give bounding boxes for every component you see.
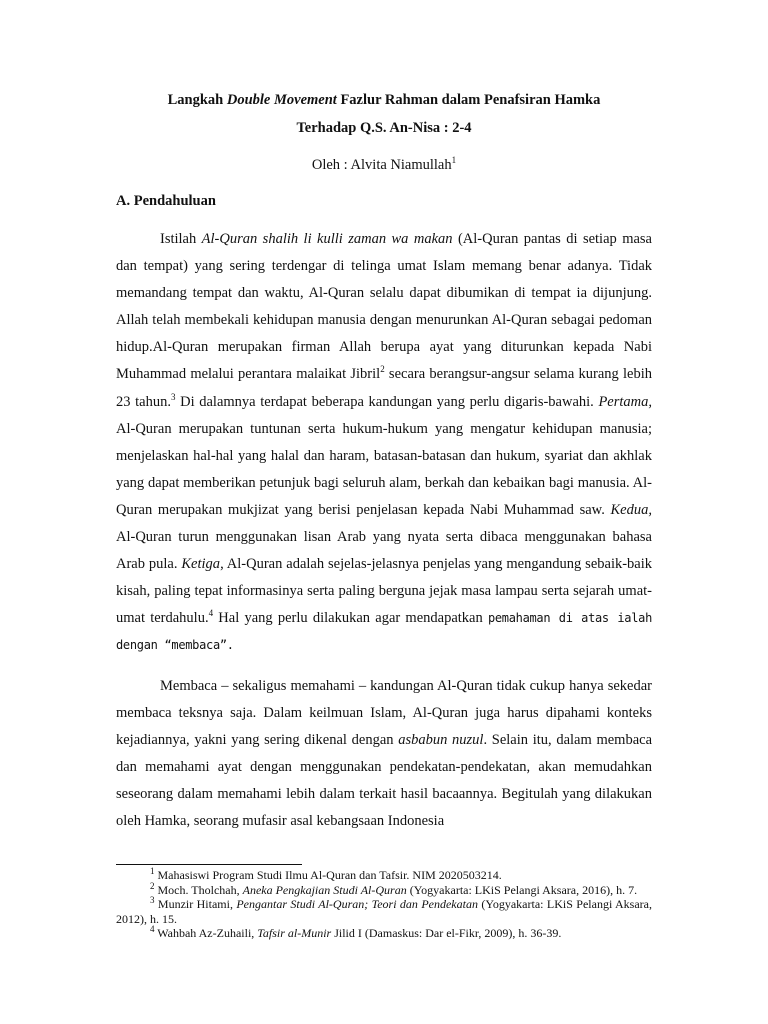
footnotes bbox=[116, 868, 652, 941]
title-line-2: Terhadap Q.S. An-Nisa : 2-4 bbox=[296, 120, 472, 136]
footnote-ref: 3 bbox=[170, 391, 176, 402]
footnote-2 bbox=[116, 880, 652, 898]
footnote-number: 2 bbox=[150, 880, 155, 891]
footnote-separator bbox=[116, 864, 302, 865]
text-run: secara berangsur-angsur selama kurang lebih 23 tahun. bbox=[116, 366, 652, 410]
document-title bbox=[116, 86, 652, 142]
footnote-title: Aneka Pengkajian Studi Al-Quran bbox=[242, 882, 407, 897]
text-run: , Al-Quran adalah sejelas-jelasnya penjelas yang mengandung sebaik-baik kisah, paling tepat informasinya serta paling berguna jejak masa lampau serta sejarah umat-umat terdahulu. bbox=[116, 556, 653, 627]
text-run: Istilah bbox=[160, 231, 202, 247]
paragraph-1 bbox=[116, 226, 652, 660]
title-text: Langkah bbox=[167, 92, 227, 108]
footnote-text: (Yogyakarta: LKiS Pelangi Aksara, 2012), h. 15. bbox=[116, 897, 652, 926]
text-run: Membaca – sekaligus memahami – kandungan Al-Quran tidak cukup hanya sekedar membaca teksnya saja. Dalam keilmuan Islam, Al-Quran juga harus dipahami konteks kejadiannya, yakni yang sering dikenal dengan bbox=[116, 677, 652, 748]
footnote-1 bbox=[116, 868, 652, 883]
footnote-text: Mahasiswi Program Studi Ilmu Al-Quran dan Tafsir. NIM 2020503214. bbox=[154, 868, 502, 883]
footnote-text: (Yogyakarta: LKiS Pelangi Aksara, 2016), h. 7. bbox=[406, 882, 638, 897]
footnote-ref: 2 bbox=[380, 364, 385, 375]
footnote-text: Jilid I (Damaskus: Dar el-Fikr, 2009), h. 36-39. bbox=[331, 926, 562, 941]
title-italic-text: Double Movement bbox=[226, 92, 337, 108]
text-run: Di dalamnya terdapat beberapa kandungan yang perlu digaris-bawahi. bbox=[175, 393, 599, 410]
author-line bbox=[116, 154, 652, 176]
footnote-title: Tafsir al-Munir bbox=[257, 926, 332, 941]
title-text: Fazlur Rahman dalam Penafsiran Hamka bbox=[336, 92, 601, 108]
handwritten-text: pemahaman di atas ialah dengan “membaca”. bbox=[116, 611, 652, 653]
footnote-number: 4 bbox=[150, 924, 155, 935]
footnote-4 bbox=[116, 926, 652, 941]
italic-term: Kedua, bbox=[610, 501, 652, 518]
text-run: Hal yang perlu dilakukan agar mendapatkan bbox=[213, 610, 488, 627]
footnote-ref: 1 bbox=[451, 155, 457, 166]
text-run: Al-Quran turun menggunakan lisan Arab yang nyata serta dibaca menggunakan bahasa Arab pula. bbox=[116, 529, 652, 573]
italic-term: Al-Quran shalih li kulli zaman wa makan bbox=[201, 231, 453, 247]
author-name: Oleh : Alvita Niamullah bbox=[311, 157, 452, 173]
italic-term: Pertama, bbox=[598, 393, 652, 410]
footnote-number: 1 bbox=[150, 866, 155, 877]
italic-term: Ketiga bbox=[181, 556, 221, 573]
section-heading: A. Pendahuluan bbox=[116, 193, 216, 209]
footnote-text: Moch. Tholchah, bbox=[154, 882, 243, 897]
text-run: . Selain itu, dalam membaca dan memahami ayat dengan menggunakan pendekatan-pendekatan, akan memudahkan seseorang dalam memahami lebih dalam terkait hasil bacaannya. Begitulah yang dilakukan oleh Hamka, seorang mufasir asal kebangsaan Indonesia bbox=[116, 731, 653, 829]
footnote-3 bbox=[116, 897, 652, 926]
footnote-number: 3 bbox=[150, 895, 155, 906]
text-run: Al-Quran merupakan tuntunan serta hukum-hukum yang mengatur kehidupan manusia; menjelaskan hal-hal yang halal dan haram, batasan-batasan dan hukum, syariat dan akhlak yang dapat memberikan petunjuk bagi seluruh alam, berkah dan kebaikan bagi manusia. Al-Quran merupakan mukjizat yang berisi penjelasan kepada Nabi Muhammad saw. bbox=[116, 420, 652, 518]
footnote-ref: 4 bbox=[208, 608, 214, 619]
footnote-text: Munzir Hitami, bbox=[154, 897, 237, 912]
italic-term: asbabun nuzul bbox=[398, 731, 484, 748]
text-run: (Al-Quran pantas di setiap masa dan tempat) yang sering terdengar di telinga umat Islam memang benar adanya. Tidak memandang tempat dan waktu, Al-Quran selalu dapat dibumikan di tempat ia dijunjung. Allah telah membekali kehidupan manusia dengan menurunkan Al-Quran sebagai pedoman hidup.Al-Quran merupakan firman Allah berupa ayat yang diturunkan kepada Nabi Muhammad melalui perantara malaikat Jibril bbox=[116, 231, 652, 383]
footnote-text: Wahbah Az-Zuhaili, bbox=[154, 926, 258, 941]
paragraph-2 bbox=[116, 673, 652, 836]
footnote-title: Pengantar Studi Al-Quran; Teori dan Pendekatan bbox=[236, 897, 478, 912]
title-line-1 bbox=[116, 86, 652, 114]
